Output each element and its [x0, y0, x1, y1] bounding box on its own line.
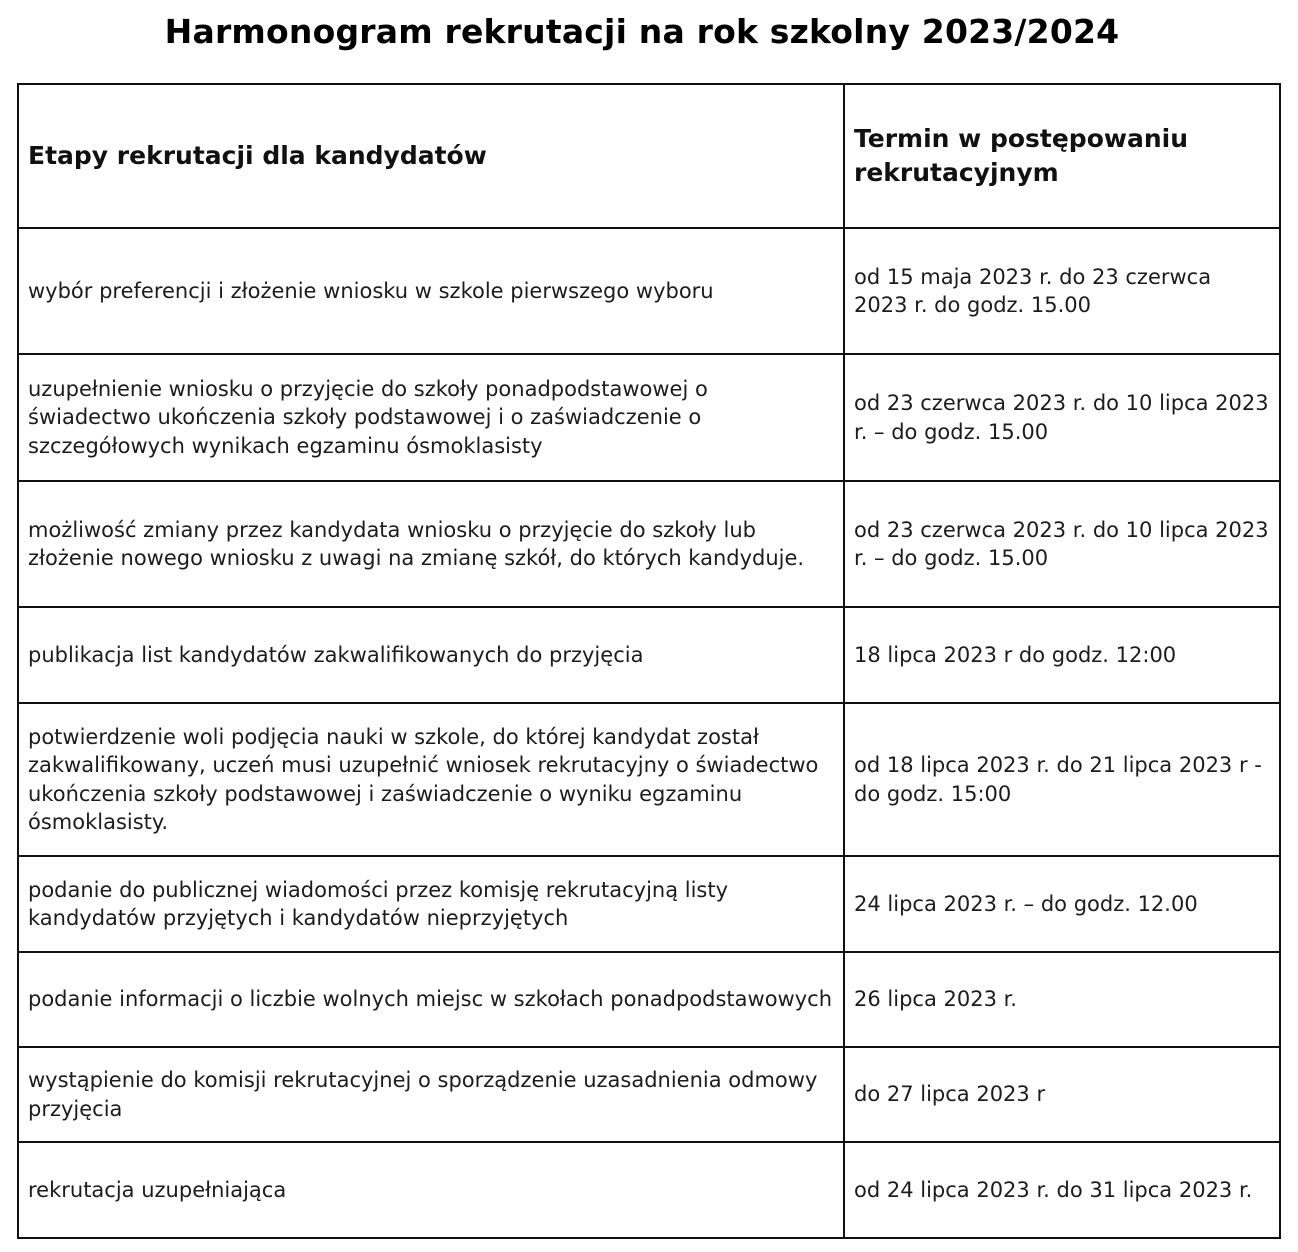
- table-row: [18, 607, 1280, 703]
- header-stage: Etapy rekrutacji dla kandydatów: [18, 84, 844, 228]
- table-header-row: [18, 84, 1280, 228]
- deadline-cell: od 15 maja 2023 r. do 23 czerwca 2023 r. do godz. 15.00: [844, 228, 1280, 354]
- deadline-cell: od 23 czerwca 2023 r. do 10 lipca 2023 r. – do godz. 15.00: [844, 481, 1280, 607]
- deadline-cell: 24 lipca 2023 r. – do godz. 12.00: [844, 856, 1280, 952]
- stage-cell: możliwość zmiany przez kandydata wniosku o przyjęcie do szkoły lub złożenie nowego wniosku z uwagi na zmianę szkół, do których kandyduje.: [18, 481, 844, 607]
- deadline-cell: od 24 lipca 2023 r. do 31 lipca 2023 r.: [844, 1142, 1280, 1238]
- table-row: [18, 703, 1280, 856]
- deadline-cell: 18 lipca 2023 r do godz. 12:00: [844, 607, 1280, 703]
- table-row: [18, 354, 1280, 481]
- stage-cell: podanie do publicznej wiadomości przez komisję rekrutacyjną listy kandydatów przyjętych i kandydatów nieprzyjętych: [18, 856, 844, 952]
- header-deadline: Termin w postępowaniu rekrutacyjnym: [844, 84, 1280, 228]
- table-row: [18, 481, 1280, 607]
- table-row: [18, 1047, 1280, 1142]
- stage-cell: wybór preferencji i złożenie wniosku w szkole pierwszego wyboru: [18, 228, 844, 354]
- table-row: [18, 856, 1280, 952]
- table-row: [18, 1142, 1280, 1238]
- stage-cell: podanie informacji o liczbie wolnych miejsc w szkołach ponadpodstawowych: [18, 952, 844, 1047]
- page-title: Harmonogram rekrutacji na rok szkolny 2023/2024: [164, 12, 1120, 51]
- stage-cell: wystąpienie do komisji rekrutacyjnej o sporządzenie uzasadnienia odmowy przyjęcia: [18, 1047, 844, 1142]
- stage-cell: rekrutacja uzupełniająca: [18, 1142, 844, 1238]
- stage-cell: publikacja list kandydatów zakwalifikowanych do przyjęcia: [18, 607, 844, 703]
- deadline-cell: 26 lipca 2023 r.: [844, 952, 1280, 1047]
- deadline-cell: od 18 lipca 2023 r. do 21 lipca 2023 r - do godz. 15:00: [844, 703, 1280, 856]
- table-row: [18, 952, 1280, 1047]
- recruitment-schedule-table: [17, 83, 1281, 1239]
- deadline-cell: od 23 czerwca 2023 r. do 10 lipca 2023 r. – do godz. 15.00: [844, 354, 1280, 481]
- table-row: [18, 228, 1280, 354]
- stage-cell: potwierdzenie woli podjęcia nauki w szkole, do której kandydat został zakwalifikowany, uczeń musi uzupełnić wniosek rekrutacyjny o świadectwo ukończenia szkoły podstawowej i zaświadczenie o wyniku egzaminu ósmoklasisty.: [18, 703, 844, 856]
- deadline-cell: do 27 lipca 2023 r: [844, 1047, 1280, 1142]
- stage-cell: uzupełnienie wniosku o przyjęcie do szkoły ponadpodstawowej o świadectwo ukończenia szkoły podstawowej i o zaświadczenie o szczegółowych wynikach egzaminu ósmoklasisty: [18, 354, 844, 481]
